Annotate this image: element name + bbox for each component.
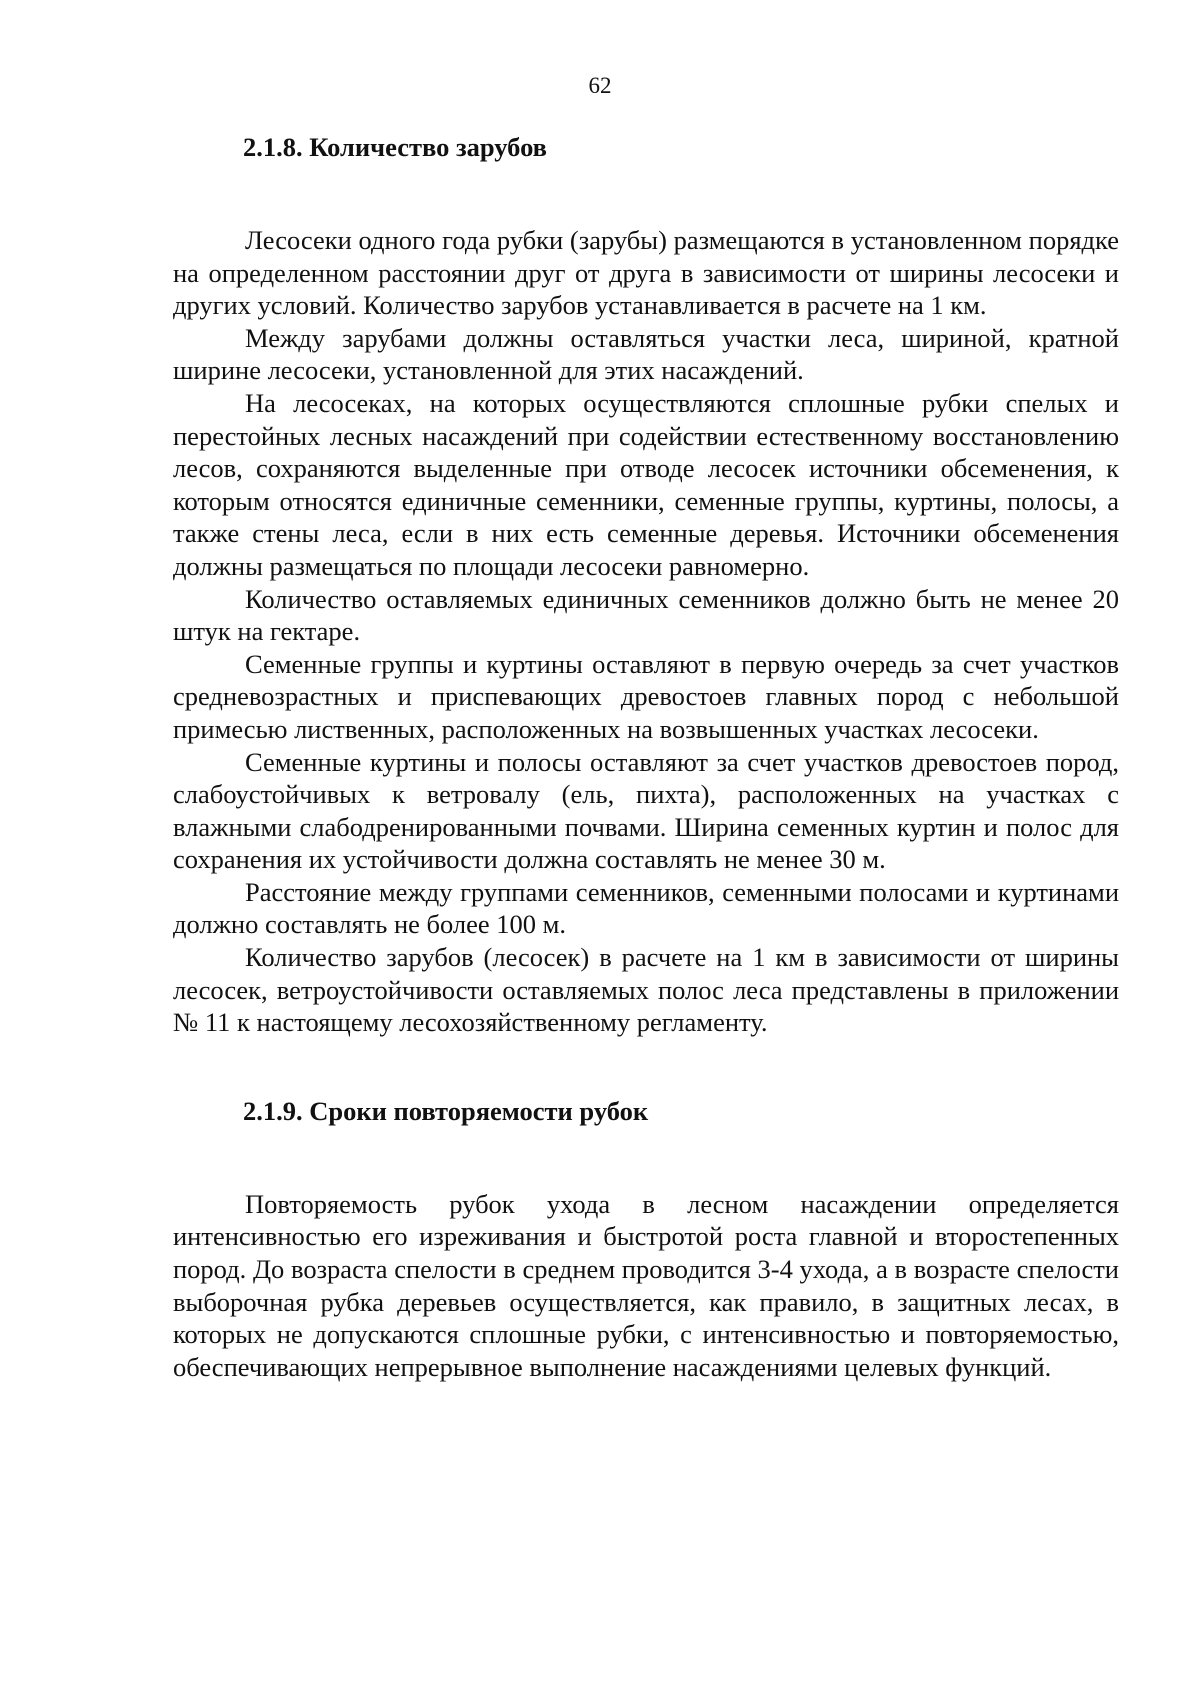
paragraph: Семенные группы и куртины оставляют в первую очередь за счет участков средневозрастных и приспевающих древостоев главных пород с небольшой примесью лиственных, расположенных на возвышенных участках лесосеки.: [173, 648, 1119, 744]
section-heading-2-1-8: 2.1.8. Количество зарубов: [243, 132, 547, 162]
page-number: 62: [588, 73, 612, 98]
paragraph: Семенные куртины и полосы оставляют за счет участков древостоев пород, слабоустойчивых к ветровалу (ель, пихта), расположенных на участках с влажными слабодренированными почвами. Ширина семенных куртин и полос для сохранения их устойчивости должна составлять не менее 30 м.: [173, 746, 1119, 875]
paragraph: Количество зарубов (лесосек) в расчете на 1 км в зависимости от ширины лесосек, ветроустойчивости оставляемых полос леса представлены в приложении № 11 к настоящему лесохозяйственному регламенту.: [173, 942, 1119, 1038]
paragraph: Между зарубами должны оставляться участки леса, шириной, кратной ширине лесосеки, установленной для этих насаждений.: [173, 322, 1119, 386]
paragraph: Повторяемость рубок ухода в лесном насаждении определяется интенсивностью его изреживания и быстротой роста главной и второстепенных пород. До возраста спелости в среднем проводится 3-4 ухода, а в возрасте спелости выборочная рубка деревьев осуществляется, как правило, в защитных лесах, в которых не допускаются сплошные рубки, с интенсивностью и повторяемостью, обеспечивающих непрерывное выполнение насаждениями целевых функций.: [173, 1188, 1119, 1382]
paragraph: Количество оставляемых единичных семенников должно быть не менее 20 штук на гектаре.: [173, 583, 1119, 647]
paragraph: Расстояние между группами семенников, семенными полосами и куртинами должно составлять не более 100 м.: [173, 876, 1119, 940]
paragraph: Лесосеки одного года рубки (зарубы) размещаются в установленном порядке на определенном расстоянии друг от друга в зависимости от ширины лесосеки и других условий. Количество зарубов устанавливается в расчете на 1 км.: [173, 225, 1119, 321]
paragraph: На лесосеках, на которых осуществляются сплошные рубки спелых и перестойных лесных насаждений при содействии естественному восстановлению лесов, сохраняются выделенные при отводе лесосек источники обсеменения, к которым относятся единичные семенники, семенные группы, куртины, полосы, а также стены леса, если в них есть семенные деревья. Источники обсеменения должны размещаться по площади лесосеки равномерно.: [173, 387, 1119, 581]
page-content: [173, 130, 1119, 1383]
section-heading-2-1-9: 2.1.9. Сроки повторяемости рубок: [243, 1095, 649, 1126]
